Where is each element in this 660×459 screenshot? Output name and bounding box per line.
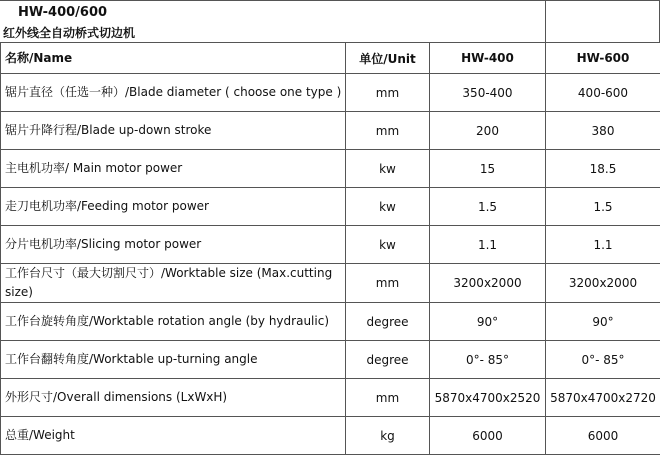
- table-row: [1, 417, 660, 455]
- row-unit: mm: [346, 74, 430, 112]
- row-unit: kg: [346, 417, 430, 455]
- row-hw400-value: 90°: [430, 303, 546, 341]
- row-unit: kw: [346, 150, 430, 188]
- row-hw400-value: 1.1: [430, 226, 546, 264]
- row-hw400-value: 0°- 85°: [430, 341, 546, 379]
- row-hw600-value: 400-600: [546, 74, 660, 112]
- row-hw400-value: 15: [430, 150, 546, 188]
- row-hw400-value: 5870x4700x2520: [430, 379, 546, 417]
- row-hw600-value: 6000: [546, 417, 660, 455]
- row-unit: kw: [346, 226, 430, 264]
- row-hw600-value: 0°- 85°: [546, 341, 660, 379]
- row-hw600-value: 18.5: [546, 150, 660, 188]
- row-unit: kw: [346, 188, 430, 226]
- row-hw400-value: 350-400: [430, 74, 546, 112]
- table-row: [1, 303, 660, 341]
- spec-header: [0, 0, 660, 43]
- row-hw400-value: 6000: [430, 417, 546, 455]
- row-name: 锯片升降行程/Blade up-down stroke: [1, 112, 346, 150]
- row-unit: degree: [346, 341, 430, 379]
- row-name: 主电机功率/ Main motor power: [1, 150, 346, 188]
- row-name: 分片电机功率/Slicing motor power: [1, 226, 346, 264]
- model-title: HW-400/600: [18, 5, 108, 20]
- row-name: 外形尺寸/Overall dimensions (LxWxH): [1, 379, 346, 417]
- header-divider: [545, 0, 546, 43]
- column-header-hw400: HW-400: [430, 43, 546, 74]
- table-row: [1, 112, 660, 150]
- table-row: [1, 264, 660, 303]
- row-name: 工作台翻转角度/Worktable up-turning angle: [1, 341, 346, 379]
- machine-name: 红外线全自动桥式切边机: [3, 26, 136, 40]
- row-name: 锯片直径（任选一种）/Blade diameter ( choose one type ): [1, 74, 346, 112]
- table-header-row: [1, 43, 660, 74]
- table-row: [1, 188, 660, 226]
- table-row: [1, 341, 660, 379]
- table-row: [1, 74, 660, 112]
- row-name: 走刀电机功率/Feeding motor power: [1, 188, 346, 226]
- row-unit: degree: [346, 303, 430, 341]
- column-header-hw600: HW-600: [546, 43, 660, 74]
- row-hw600-value: 3200x2000: [546, 264, 660, 303]
- row-name: 工作台尺寸（最大切割尺寸）/Worktable size (Max.cutting size): [1, 264, 346, 303]
- row-unit: mm: [346, 379, 430, 417]
- column-header-unit: 单位/Unit: [346, 43, 430, 74]
- row-hw600-value: 1.1: [546, 226, 660, 264]
- row-hw400-value: 3200x2000: [430, 264, 546, 303]
- row-hw600-value: 1.5: [546, 188, 660, 226]
- table-row: [1, 226, 660, 264]
- top-border: [0, 0, 660, 1]
- row-hw600-value: 5870x4700x2720: [546, 379, 660, 417]
- table-row: [1, 150, 660, 188]
- row-hw600-value: 380: [546, 112, 660, 150]
- table-row: [1, 379, 660, 417]
- row-hw400-value: 1.5: [430, 188, 546, 226]
- row-unit: mm: [346, 112, 430, 150]
- row-hw600-value: 90°: [546, 303, 660, 341]
- row-name: 总重/Weight: [1, 417, 346, 455]
- spec-table: [0, 42, 660, 455]
- row-hw400-value: 200: [430, 112, 546, 150]
- column-header-name: 名称/Name: [1, 43, 346, 74]
- row-unit: mm: [346, 264, 430, 303]
- row-name: 工作台旋转角度/Worktable rotation angle (by hydraulic): [1, 303, 346, 341]
